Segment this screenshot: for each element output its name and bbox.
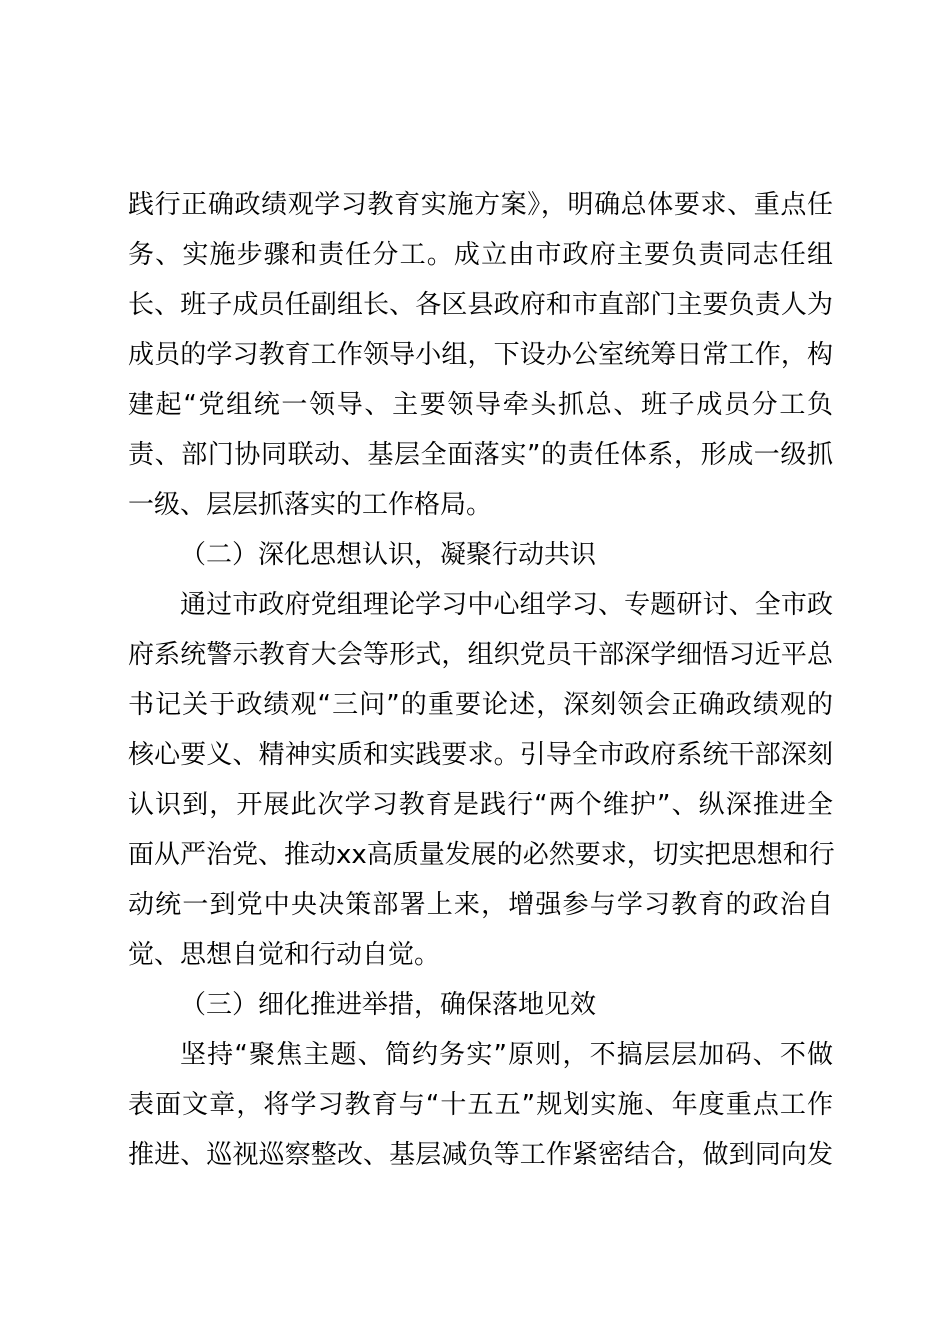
body-line: 推进、巡视巡察整改、基层减负等工作紧密结合，做到同向发 — [128, 1140, 833, 1170]
body-line: 府系统警示教育大会等形式，组织党员干部深学细悟习近平总 — [128, 640, 833, 670]
section-heading: （二）深化思想认识，凝聚行动共识 — [180, 540, 597, 570]
body-line: 一级、层层抓落实的工作格局。 — [128, 490, 493, 520]
body-line: 务、实施步骤和责任分工。成立由市政府主要负责同志任组 — [128, 240, 833, 270]
body-line: 责、部门协同联动、基层全面落实”的责任体系，形成一级抓 — [128, 440, 833, 470]
section-heading: （三）细化推进举措，确保落地见效 — [180, 990, 597, 1020]
body-line: 通过市政府党组理论学习中心组学习、专题研讨、全市政 — [180, 590, 833, 620]
body-line: 成员的学习教育工作领导小组，下设办公室统筹日常工作，构 — [128, 340, 833, 370]
body-line: 践行正确政绩观学习教育实施方案》，明确总体要求、重点任 — [128, 190, 833, 220]
body-line: 认识到，开展此次学习教育是践行“两个维护”、纵深推进全 — [128, 790, 833, 820]
body-line: 建起“党组统一领导、主要领导牵头抓总、班子成员分工负 — [128, 390, 833, 420]
body-line: 动统一到党中央决策部署上来，增强参与学习教育的政治自 — [128, 890, 833, 920]
body-line: 表面文章，将学习教育与“十五五”规划实施、年度重点工作 — [128, 1090, 833, 1120]
body-line: 觉、思想自觉和行动自觉。 — [128, 940, 441, 970]
body-line: 面从严治党、推动xx高质量发展的必然要求，切实把思想和行 — [128, 840, 835, 870]
body-line: 核心要义、精神实质和实践要求。引导全市政府系统干部深刻 — [128, 740, 833, 770]
body-line: 书记关于政绩观“三问”的重要论述，深刻领会正确政绩观的 — [128, 690, 833, 720]
body-line: 长、班子成员任副组长、各区县政府和市直部门主要负责人为 — [128, 290, 833, 320]
body-line: 坚持“聚焦主题、简约务实”原则，不搞层层加码、不做 — [180, 1040, 833, 1070]
